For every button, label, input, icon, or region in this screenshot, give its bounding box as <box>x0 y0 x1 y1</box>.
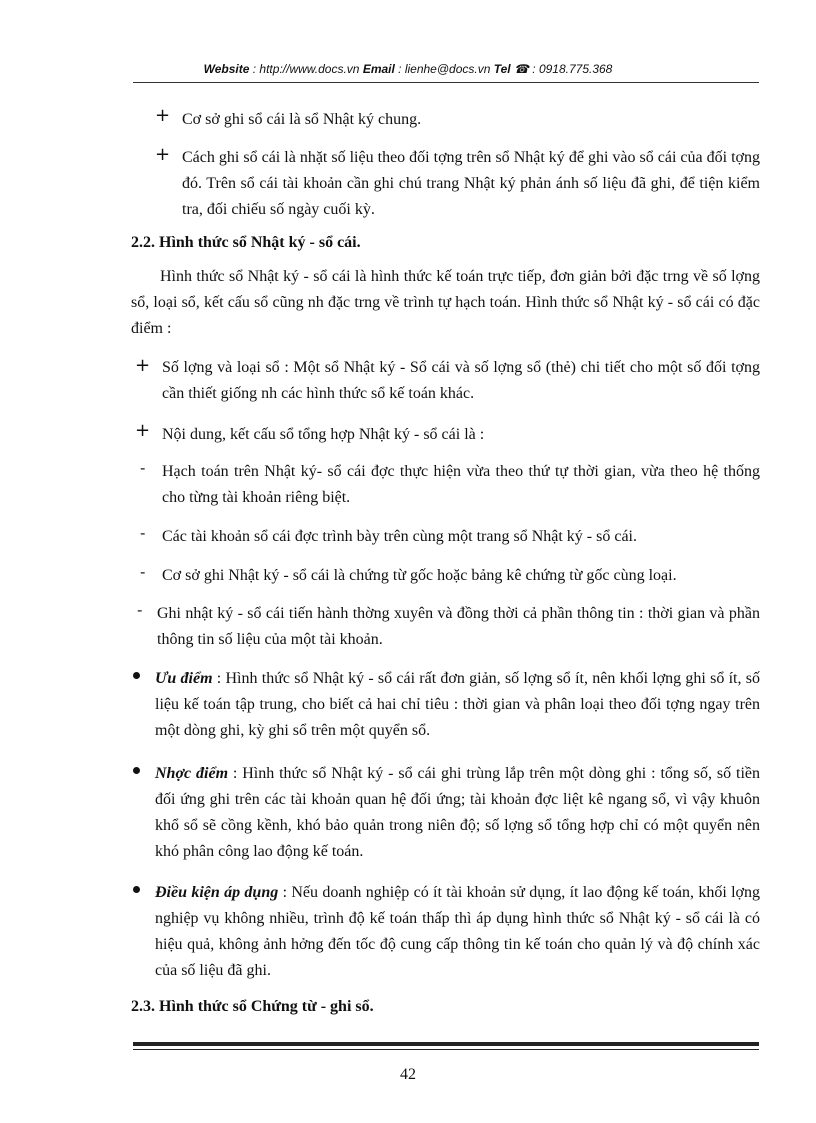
paragraph-accounting-order: Hạch toán trên Nhật ký- sổ cái đợc thực hiện vừa theo thứ tự thời gian, vừa theo hệ thống cho từng tài khoản riêng biệt. <box>162 463 760 506</box>
disadvantages-label: Nhợc điểm <box>155 765 229 782</box>
dash-marker: - <box>140 563 146 581</box>
paragraph-journal-basis: Cơ sở ghi Nhật ký - sổ cái là chứng từ gốc hoặc bảng kê chứng từ gốc cùng loại. <box>162 567 677 584</box>
plus-marker: + <box>135 420 151 441</box>
disadvantages-text: : Hình thức sổ Nhật ký - sổ cái ghi trùng lắp trên một dòng ghi : tổng số, số tiền đối ứng ghi trên các tài khoản quan hệ đối ứng; tài khoản đợc liệt kê ngang sổ, vì vậy khuôn khổ sổ sẽ cồng kềnh, khó bảo quản trong niên độ; số lợng sổ tổng hợp chỉ có một quyển nên khó phân công lao động kế toán. <box>155 765 760 860</box>
footer-rule-thick <box>133 1042 759 1046</box>
bullet-dot <box>133 886 140 893</box>
plus-marker: + <box>135 355 151 376</box>
conditions-label: Điều kiện áp dụng <box>155 884 279 901</box>
paragraph-quantity-types: Số lợng và loại sổ : Một sổ Nhật ký - Sổ cái và số lợng sổ (thẻ) chi tiết cho một số đối tợng cần thiết giống nh các hình thức sổ kế toán khác. <box>162 359 760 402</box>
advantages-label: Ưu điểm <box>155 670 213 687</box>
paragraph-basis-general-journal: Cơ sở ghi sổ cái là sổ Nhật ký chung. <box>182 111 422 128</box>
email-value: : lienhe@docs.vn <box>394 62 494 76</box>
paragraph-advantages <box>155 666 760 744</box>
plus-marker: + <box>155 105 171 126</box>
paragraph-regular-recording: Ghi nhật ký - sổ cái tiến hành thờng xuyên và đồng thời cả phần thông tin : thời gian và phần thông tin số liệu của một tài khoản. <box>157 605 760 648</box>
website-label: Website <box>203 62 250 76</box>
footer-rule-thin <box>133 1049 759 1050</box>
tel-value: : 0918.775.368 <box>528 62 613 76</box>
paragraph-conditions <box>155 880 760 984</box>
paragraph-disadvantages <box>155 761 760 865</box>
bullet-dot <box>133 672 140 679</box>
page-number: 42 <box>400 1066 416 1083</box>
dash-marker: - <box>140 459 146 477</box>
website-value: : http://www.docs.vn <box>249 62 363 76</box>
plus-marker: + <box>155 144 171 165</box>
bullet-dot <box>133 767 140 774</box>
paragraph-accounts-same-page: Các tài khoản sổ cái đợc trình bày trên cùng một trang sổ Nhật ký - sổ cái. <box>162 528 637 545</box>
paragraph-intro-journal-ledger: Hình thức sổ Nhật ký - sổ cái là hình thức kế toán trực tiếp, đơn giản bởi đặc trng về số lợng sổ, loại sổ, kết cấu sổ cũng nh đặc trng về trình tự hạch toán. Hình thức sổ Nhật ký - sổ cái có đặc điểm : <box>131 268 760 337</box>
tel-label: Tel <box>493 62 511 76</box>
dash-marker: - <box>137 601 143 619</box>
page-header <box>0 62 816 76</box>
paragraph-content-structure: Nội dung, kết cấu sổ tổng hợp Nhật ký - sổ cái là : <box>162 426 485 443</box>
paragraph-ledger-method: Cách ghi sổ cái là nhặt số liệu theo đối tợng trên sổ Nhật ký để ghi vào sổ cái của đối tợng đó. Trên sổ cái tài khoản cần ghi chú trang Nhật ký phản ánh số liệu đã ghi, để tiện kiểm tra, đối chiếu số ngày cuối kỳ. <box>182 149 760 218</box>
phone-icon: ☎ <box>513 62 529 76</box>
section-heading-2-3: 2.3. Hình thức sổ Chứng từ - ghi sổ. <box>131 998 374 1015</box>
header-rule <box>133 82 759 83</box>
conditions-text: : Nếu doanh nghiệp có ít tài khoản sử dụng, ít lao động kế toán, khối lợng nghiệp vụ không nhiều, trình độ kế toán thấp thì áp dụng hình thức sổ Nhật ký - sổ cái là có hiệu quả, không ảnh hởng đến tốc độ cung cấp thông tin kế toán cho quản lý và độ chính xác của số liệu đã ghi. <box>155 884 760 979</box>
advantages-text: : Hình thức sổ Nhật ký - sổ cái rất đơn giản, số lợng sổ ít, nên khối lợng ghi sổ ít, số liệu kế toán tập trung, cho biết cả hai chỉ tiêu : thời gian và phân loại theo đối tợng ngay trên một dòng ghi, kỳ ghi sổ trên một quyển sổ. <box>155 670 760 739</box>
section-heading-2-2: 2.2. Hình thức sổ Nhật ký - sổ cái. <box>131 234 361 251</box>
email-label: Email <box>362 62 395 76</box>
dash-marker: - <box>140 524 146 542</box>
